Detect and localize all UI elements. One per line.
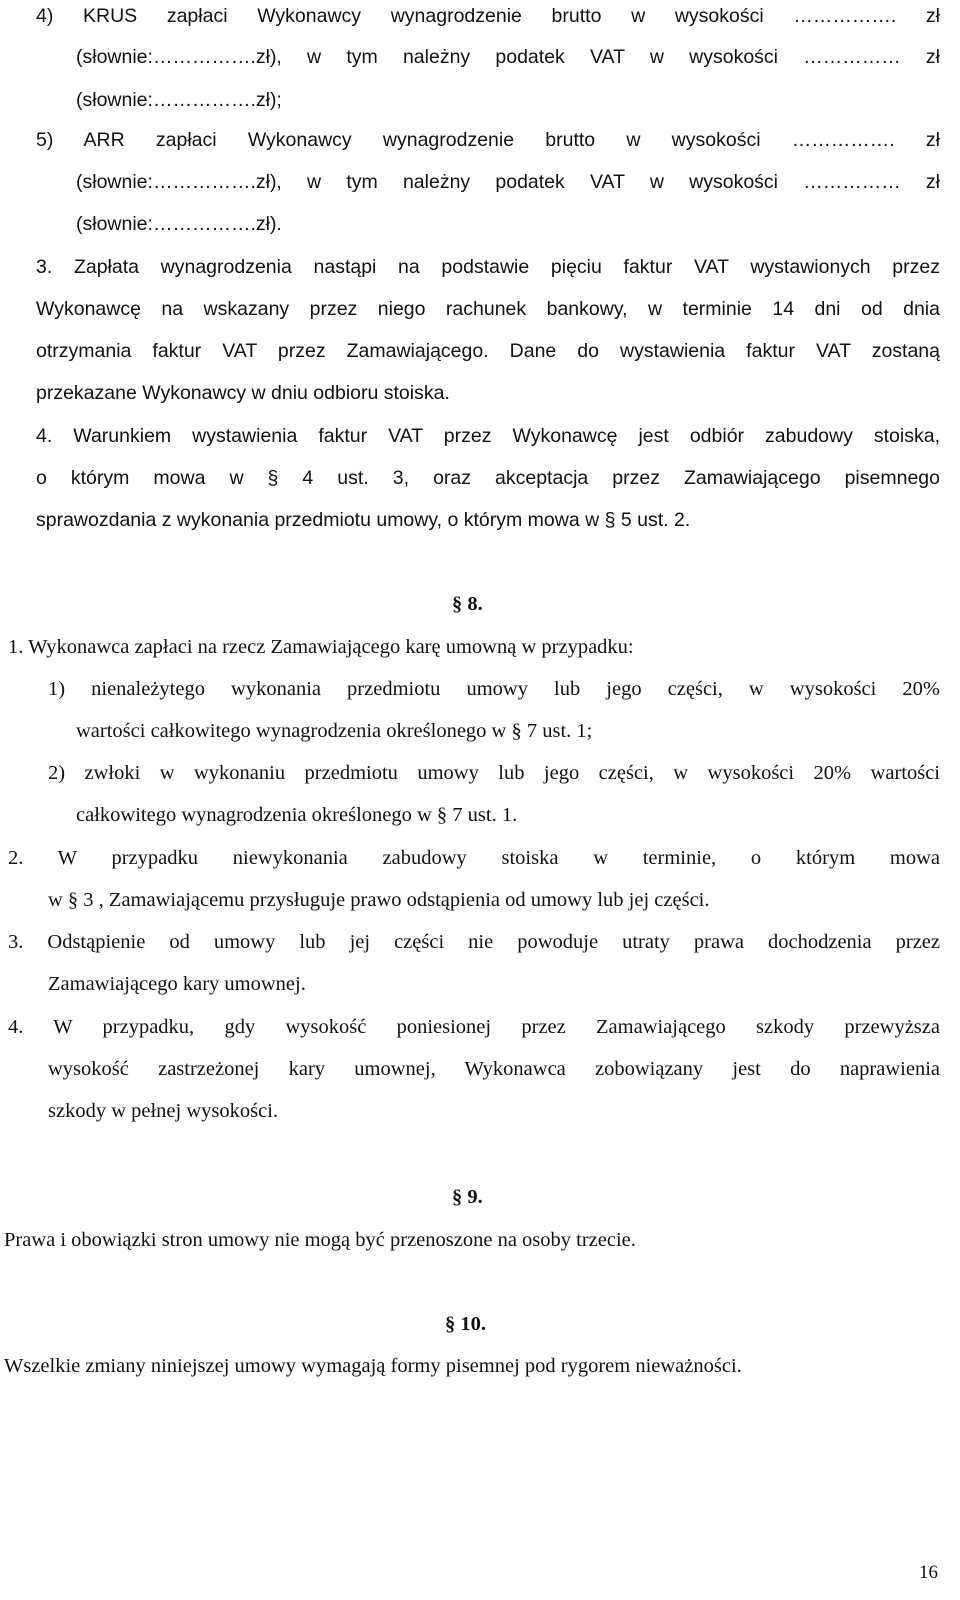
payment-line-krus-words: (słownie:…………….zł), w tym należny podatek VAT w wysokości …………… zł xyxy=(76,46,940,68)
section-8-item-1-sub-1-line-1: 1) nienależytego wykonania przedmiotu umowy lub jego części, w wysokości 20% xyxy=(48,678,940,700)
section-8-item-3-line-1: 3. Odstąpienie od umowy lub jej części nie powoduje utraty prawa dochodzenia przez xyxy=(8,931,940,953)
section-8-item-2-line-1: 2. W przypadku niewykonania zabudowy stoiska w terminie, o którym mowa xyxy=(8,847,940,869)
payment-line-arr-words-end: (słownie:…………….zł). xyxy=(76,213,282,235)
section-8-item-1: 1. Wykonawca zapłaci na rzecz Zamawiającego karę umowną w przypadku: xyxy=(8,636,634,658)
section-8-item-3-line-2: Zamawiającego kary umownej. xyxy=(48,973,306,995)
paragraph-3-line-1: 3. Zapłata wynagrodzenia nastąpi na podstawie pięciu faktur VAT wystawionych przez xyxy=(36,256,940,278)
payment-line-krus-words-end: (słownie:…………….zł); xyxy=(76,89,282,111)
section-9-text: Prawa i obowiązki stron umowy nie mogą być przenoszone na osoby trzecie. xyxy=(4,1229,636,1251)
payment-line-krus: 4) KRUS zapłaci Wykonawcy wynagrodzenie brutto w wysokości ……………. zł xyxy=(36,5,940,27)
paragraph-4-line-2: o którym mowa w § 4 ust. 3, oraz akceptacja przez Zamawiającego pisemnego xyxy=(36,467,940,489)
page-number: 16 xyxy=(919,1562,938,1583)
paragraph-3-line-3: otrzymania faktur VAT przez Zamawiającego. Dane do wystawienia faktur VAT zostaną xyxy=(36,340,940,362)
section-8-item-1-sub-2-line-1: 2) zwłoki w wykonaniu przedmiotu umowy lub jego części, w wysokości 20% wartości xyxy=(48,762,940,784)
section-10-text: Wszelkie zmiany niniejszej umowy wymagają formy pisemnej pod rygorem nieważności. xyxy=(4,1355,742,1377)
section-8-item-4-line-1: 4. W przypadku, gdy wysokość poniesionej przez Zamawiającego szkody przewyższa xyxy=(8,1016,940,1038)
section-8-item-2-line-2: w § 3 , Zamawiającemu przysługuje prawo odstąpienia od umowy lub jej części. xyxy=(48,889,710,911)
paragraph-4-line-3: sprawozdania z wykonania przedmiotu umowy, o którym mowa w § 5 ust. 2. xyxy=(36,509,691,531)
section-8-item-1-sub-1-line-2: wartości całkowitego wynagrodzenia określonego w § 7 ust. 1; xyxy=(76,720,593,742)
payment-line-arr: 5) ARR zapłaci Wykonawcy wynagrodzenie brutto w wysokości ……………. zł xyxy=(36,129,940,151)
section-9-heading: § 9. xyxy=(452,1186,483,1208)
section-8-item-4-line-2: wysokość zastrzeżonej kary umownej, Wykonawca zobowiązany jest do naprawienia xyxy=(48,1058,940,1080)
section-10-heading: § 10. xyxy=(445,1313,486,1335)
section-8-item-1-sub-2-line-2: całkowitego wynagrodzenia określonego w § 7 ust. 1. xyxy=(76,804,518,826)
section-8-heading: § 8. xyxy=(452,593,483,615)
paragraph-4-line-1: 4. Warunkiem wystawienia faktur VAT przez Wykonawcę jest odbiór zabudowy stoiska, xyxy=(36,425,940,447)
section-8-item-4-line-3: szkody w pełnej wysokości. xyxy=(48,1100,279,1122)
payment-line-arr-words: (słownie:…………….zł), w tym należny podatek VAT w wysokości …………… zł xyxy=(76,171,940,193)
paragraph-3-line-4: przekazane Wykonawcy w dniu odbioru stoiska. xyxy=(36,382,450,404)
paragraph-3-line-2: Wykonawcę na wskazany przez niego rachunek bankowy, w terminie 14 dni od dnia xyxy=(36,298,940,320)
